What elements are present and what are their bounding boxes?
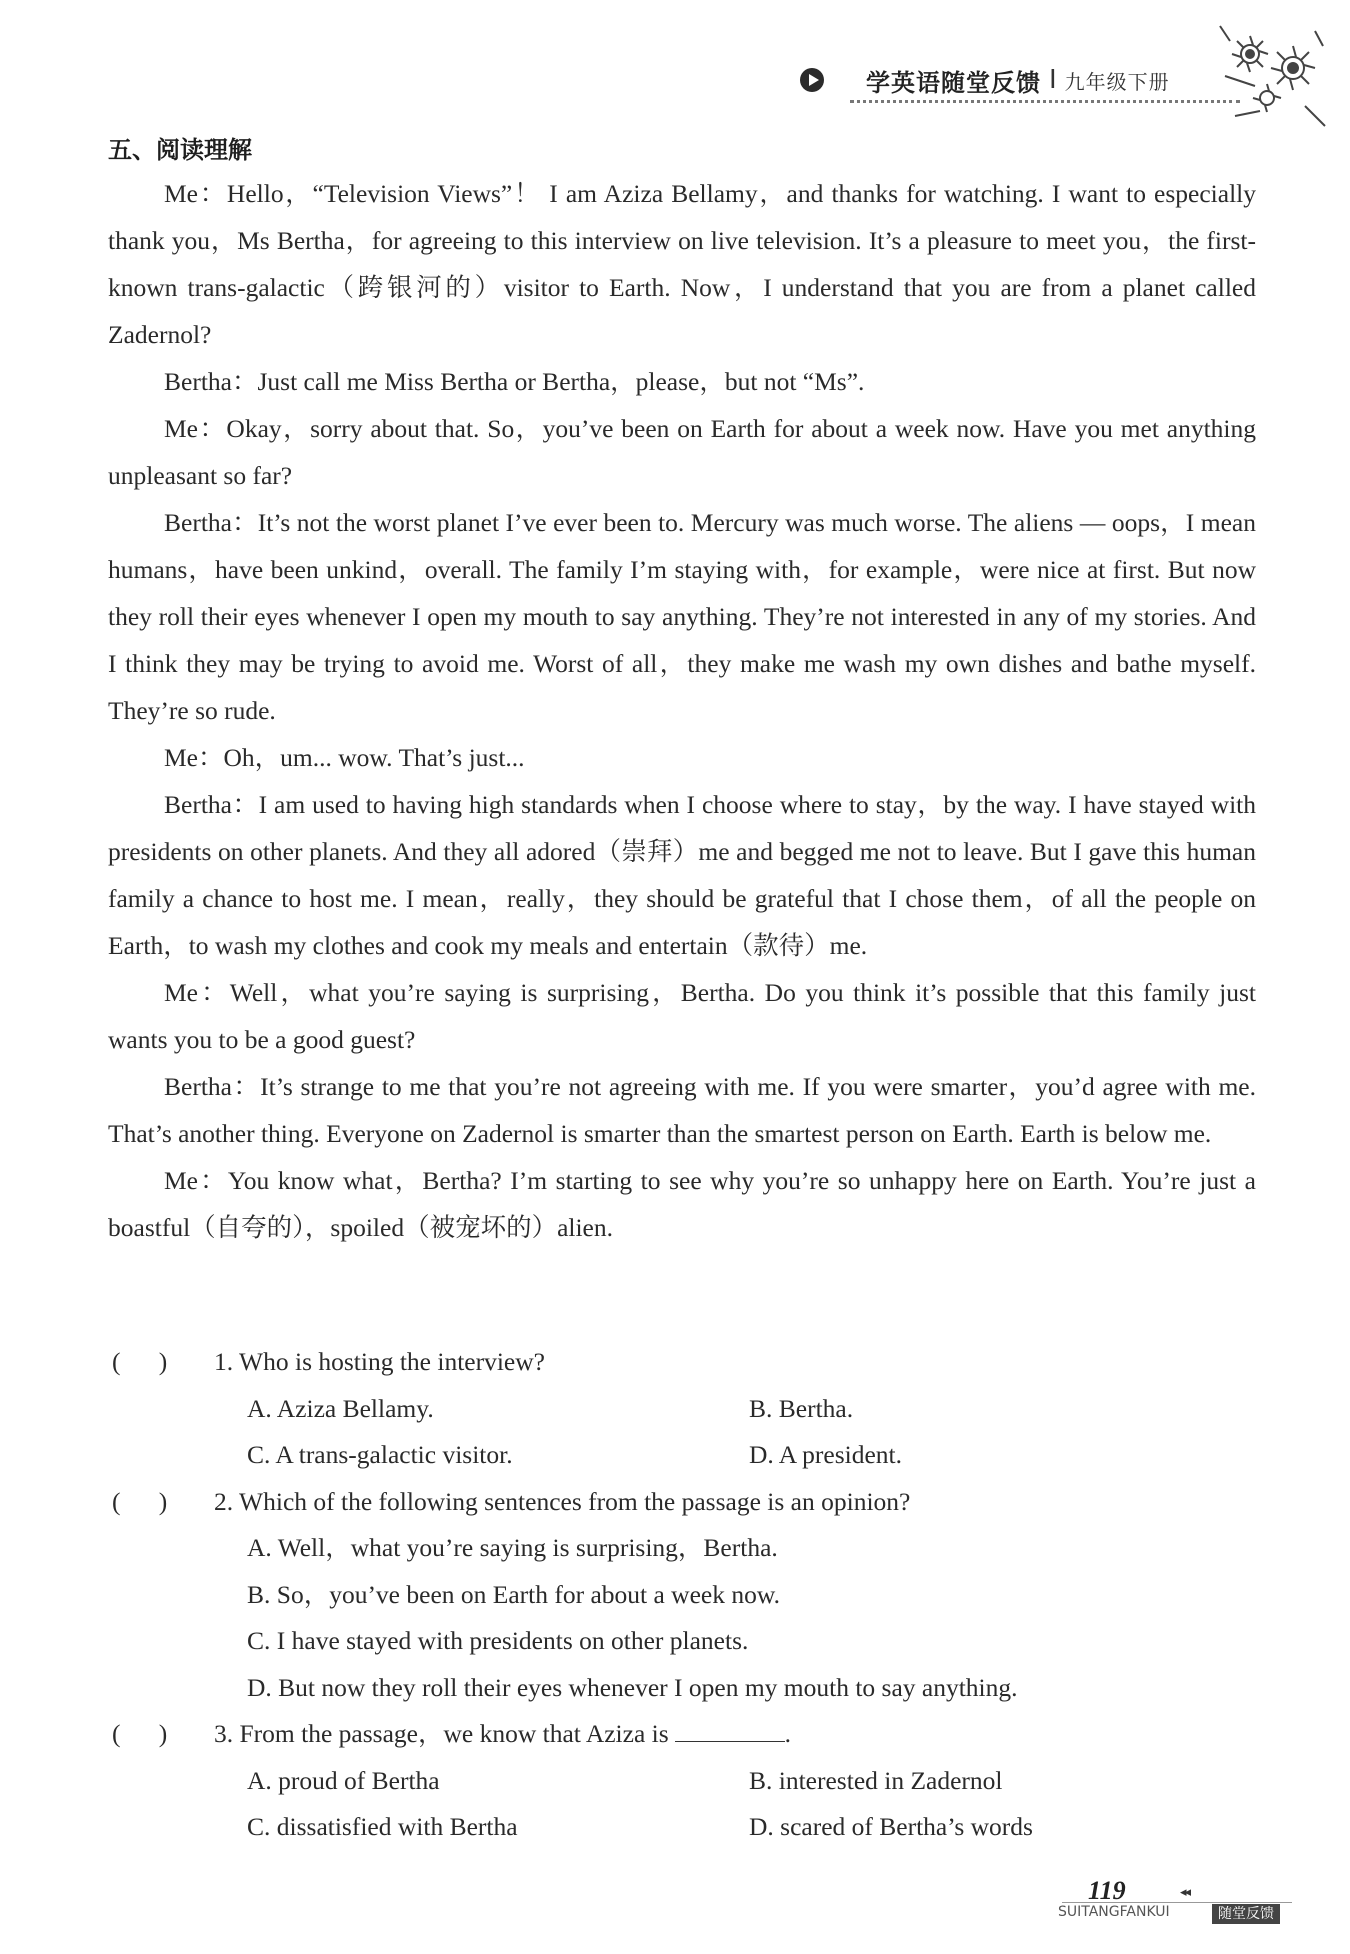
passage-paragraph: Me：Hello，“Television Views”！ I am Aziza Bellamy，and thanks for watching. I want to especially thank you，Ms Bertha，for agreeing to this interview on live television. It’s a pleasure to meet you，the first-known trans-galactic（跨银河的）visitor to Earth. Now，I understand that you are from a planet called Zadernol?: [108, 179, 1256, 349]
option-a: A. Aziza Bellamy.: [247, 1393, 434, 1423]
question-2: [112, 1479, 1252, 1712]
option-d: D. A president.: [749, 1440, 902, 1469]
stem-end: .: [784, 1719, 792, 1748]
question-stem: 1. Who is hosting the interview?: [214, 1347, 545, 1376]
option-a: A. proud of Bertha: [247, 1765, 440, 1795]
option-a: A. Well，what you’re saying is surprising，Bertha.: [247, 1533, 778, 1562]
title-separator: I: [1049, 65, 1057, 95]
option-d: D. But now they roll their eyes whenever I open my mouth to say anything.: [247, 1672, 1018, 1702]
passage-paragraph: Bertha：It’s not the worst planet I’ve ever been to. Mercury was much worse. The aliens — oops，I mean humans，have been unkind，overall. The family I’m staying with，for example，were nice at first. But now they roll their eyes whenever I open my mouth to say anything. They’re not interested in any of my stories. And I think they may be trying to avoid me. Worst of all，they make me wash my own dishes and bathe myself. They’re so rude.: [108, 508, 1256, 725]
question-stem: 2. Which of the following sentences from the passage is an opinion?: [214, 1486, 911, 1516]
footer-brand: SUITANGFANKUI: [1058, 1904, 1170, 1920]
option-b: B. interested in Zadernol: [749, 1765, 1003, 1795]
question-list: [112, 1339, 1252, 1851]
question-3: [112, 1711, 1252, 1851]
passage-paragraph: Me：Okay，sorry about that. So，you’ve been on Earth for about a week now. Have you met anything unpleasant so far?: [108, 414, 1256, 490]
option-c: C. A trans-galactic visitor.: [247, 1440, 513, 1469]
header-dotted-rule: [850, 100, 1240, 103]
passage-paragraph: Bertha：It’s strange to me that you’re not agreeing with me. If you were smarter，you’d agree with me. That’s another thing. Everyone on Zadernol is smarter than the smartest person on Earth. Earth is below me.: [108, 1072, 1256, 1148]
option-b: B. So，you’ve been on Earth for about a week now.: [247, 1579, 780, 1609]
page-number: 119: [1088, 1876, 1126, 1905]
reading-passage: [108, 170, 1256, 1251]
answer-blank[interactable]: ( ): [112, 1347, 168, 1376]
flower-decoration-icon: [1215, 16, 1335, 136]
option-c: C. I have stayed with presidents on other planets.: [247, 1626, 749, 1655]
question-1: [112, 1339, 1252, 1479]
book-subtitle: 九年级下册: [1064, 69, 1170, 94]
option-d: D. scared of Bertha’s words: [749, 1812, 1033, 1841]
option-c: C. dissatisfied with Bertha: [247, 1812, 518, 1841]
footer-rule: [1062, 1902, 1292, 1903]
passage-paragraph: Me：You know what，Bertha? I’m starting to see why you’re so unhappy here on Earth. You’re just a boastful（自夸的），spoiled（被宠坏的）alien.: [108, 1166, 1256, 1242]
answer-blank[interactable]: ( ): [112, 1486, 168, 1516]
passage-paragraph: Bertha：Just call me Miss Bertha or Bertha，please，but not “Ms”.: [164, 367, 865, 396]
option-b: B. Bertha.: [749, 1393, 854, 1423]
passage-paragraph: Bertha：I am used to having high standards when I choose where to stay，by the way. I have stayed with presidents on other planets. And they all adored（崇拜）me and begged me not to leave. But I gave this human family a chance to host me. I mean，really，they should be grateful that I chose them，of all the people on Earth，to wash my clothes and cook my meals and entertain（款待）me.: [108, 790, 1256, 960]
question-stem: 3. From the passage，we know that Aziza is: [214, 1719, 669, 1748]
book-title: 学英语随堂反馈: [866, 68, 1041, 97]
answer-blank[interactable]: ( ): [112, 1719, 168, 1748]
fill-in-blank[interactable]: [675, 1717, 785, 1742]
passage-paragraph: Me：Oh，um... wow. That’s just...: [164, 743, 525, 772]
double-arrow-icon: ◂◂: [1180, 1884, 1190, 1899]
page-header: [800, 60, 1170, 100]
footer-badge: 随堂反馈: [1212, 1904, 1280, 1924]
section-heading: 五、阅读理解: [108, 136, 252, 164]
play-icon: [800, 68, 824, 92]
passage-paragraph: Me：Well，what you’re saying is surprising，Bertha. Do you think it’s possible that this family just wants you to be a good guest?: [108, 978, 1256, 1054]
